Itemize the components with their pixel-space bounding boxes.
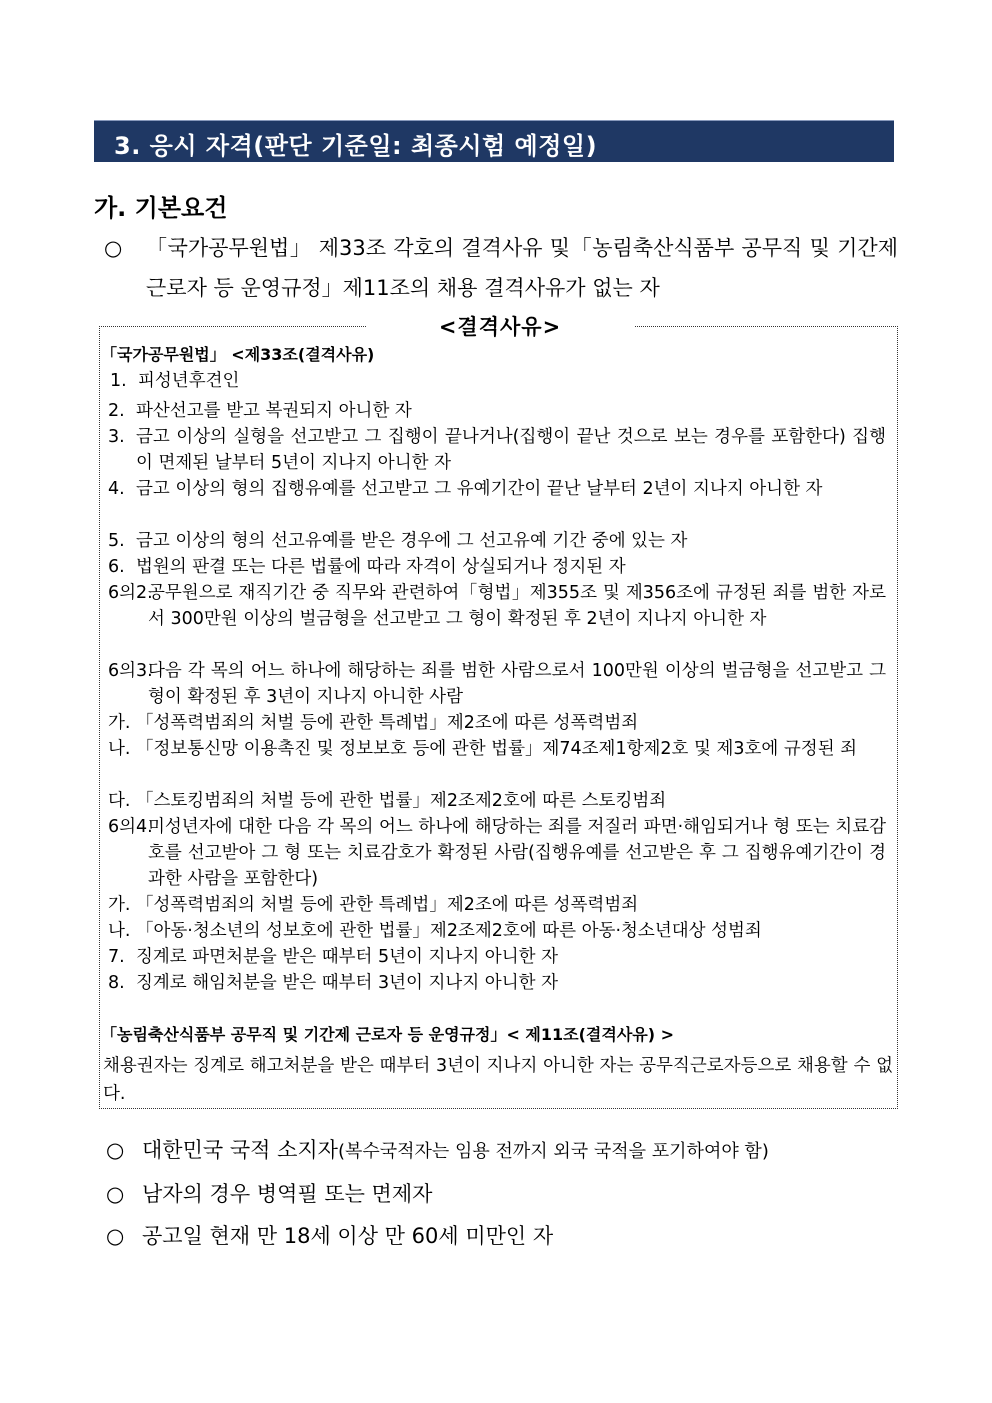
clause-item: 6의4. 미성년자에 대한 다음 각 목의 어느 하나에 해당하는 죄를 저질러 파면·해임되거나 형 또는 치료감호를 선고받아 그 형 또는 치료감호가 확정된 사람(집행유예를 선고받은 후 그 집행유예기간이 경과한 사람을 포함한다) <box>108 817 886 889</box>
circle-bullet-icon: ○ <box>106 1224 125 1248</box>
clause-item: 5. 금고 이상의 형의 선고유예를 받은 경우에 그 선고유예 기간 중에 있는 자 <box>108 531 688 551</box>
clause-item: 4. 금고 이상의 형의 집행유예를 선고받고 그 유예기간이 끝난 날부터 2년이 지나지 아니한 자 <box>108 479 823 499</box>
national-public-officials-act-title: 「국가공무원법」 <제33조(결격사유) <box>101 345 375 364</box>
requirement-military-service: ○ 남자의 경우 병역필 또는 면제자 <box>106 1182 433 1206</box>
clause-item: 2. 파산선고를 받고 복권되지 아니한 자 <box>108 401 412 421</box>
section-title: 3. 응시 자격(판단 기준일: 최종시험 예정일) <box>114 132 598 160</box>
disqualification-box-title: <결격사유> <box>366 312 634 342</box>
circle-bullet-icon: ○ <box>106 1138 125 1162</box>
clause-item: 다. 「스토킹범죄의 처벌 등에 관한 법률」제2조제2호에 따른 스토킹범죄 <box>108 791 667 811</box>
clause-item: 나. 「아동·청소년의 성보호에 관한 법률」제2조제2호에 따른 아동·청소년대상 성범죄 <box>108 921 762 941</box>
clause-item: 7. 징계로 파면처분을 받은 때부터 5년이 지나지 아니한 자 <box>108 947 558 967</box>
clause-item: 6. 법원의 판결 또는 다른 법률에 따라 자격이 상실되거나 정지된 자 <box>108 557 626 577</box>
main-requirement <box>104 228 898 308</box>
requirement-age: ○ 공고일 현재 만 18세 이상 만 60세 미만인 자 <box>106 1224 554 1248</box>
clause-item: 나. 「정보통신망 이용촉진 및 정보보호 등에 관한 법률」제74조제1항제2호 및 제3호에 규정된 죄 <box>108 739 858 759</box>
clause-item: 가. 「성폭력범죄의 처벌 등에 관한 특례법」제2조에 따른 성폭력범죄 <box>108 895 639 915</box>
basic-requirements-heading: 가. 기본요건 <box>94 194 228 222</box>
clause-item: 가. 「성폭력범죄의 처벌 등에 관한 특례법」제2조에 따른 성폭력범죄 <box>108 713 639 733</box>
circle-bullet-icon: ○ <box>106 1182 125 1206</box>
employment-regulation-title: 「농림축산식품부 공무직 및 기간제 근로자 등 운영규정」< 제11조(결격사유) > <box>101 1025 675 1044</box>
circle-bullet-icon: ○ <box>104 236 123 260</box>
clause-item: 3. 금고 이상의 실형을 선고받고 그 집행이 끝나거나(집행이 끝난 것으로 보는 경우를 포함한다) 집행이 면제된 날부터 5년이 지나지 아니한 자 <box>108 427 886 473</box>
clause-item: 1. 피성년후견인 <box>110 371 240 391</box>
requirement-nationality: ○ 대한민국 국적 소지자(복수국적자는 임용 전까지 외국 국적을 포기하여야 함) <box>106 1138 769 1162</box>
main-requirement-text: 「국가공무원법」 제33조 각호의 결격사유 및「농림축산식품부 공무직 및 기간제근로자 등 운영규정」제11조의 채용 결격사유가 없는 자 <box>146 236 898 300</box>
employment-regulation-text: 채용권자는 징계로 해고처분을 받은 때부터 3년이 지나지 아니한 자는 공무직근로자등으로 채용할 수 없다. <box>103 1056 893 1104</box>
section-header <box>94 120 894 162</box>
clause-item: 6의2. 공무원으로 재직기간 중 직무와 관련하여「형법」제355조 및 제356조에 규정된 죄를 범한 자로서 300만원 이상의 벌금형을 선고받고 그 형이 확정된 후 2년이 지나지 아니한 자 <box>108 583 886 629</box>
clause-item: 8. 징계로 해임처분을 받은 때부터 3년이 지나지 아니한 자 <box>108 973 558 993</box>
clause-item: 6의3. 다음 각 목의 어느 하나에 해당하는 죄를 범한 사람으로서 100만원 이상의 벌금형을 선고받고 그 형이 확정된 후 3년이 지나지 아니한 사람 <box>108 661 886 707</box>
